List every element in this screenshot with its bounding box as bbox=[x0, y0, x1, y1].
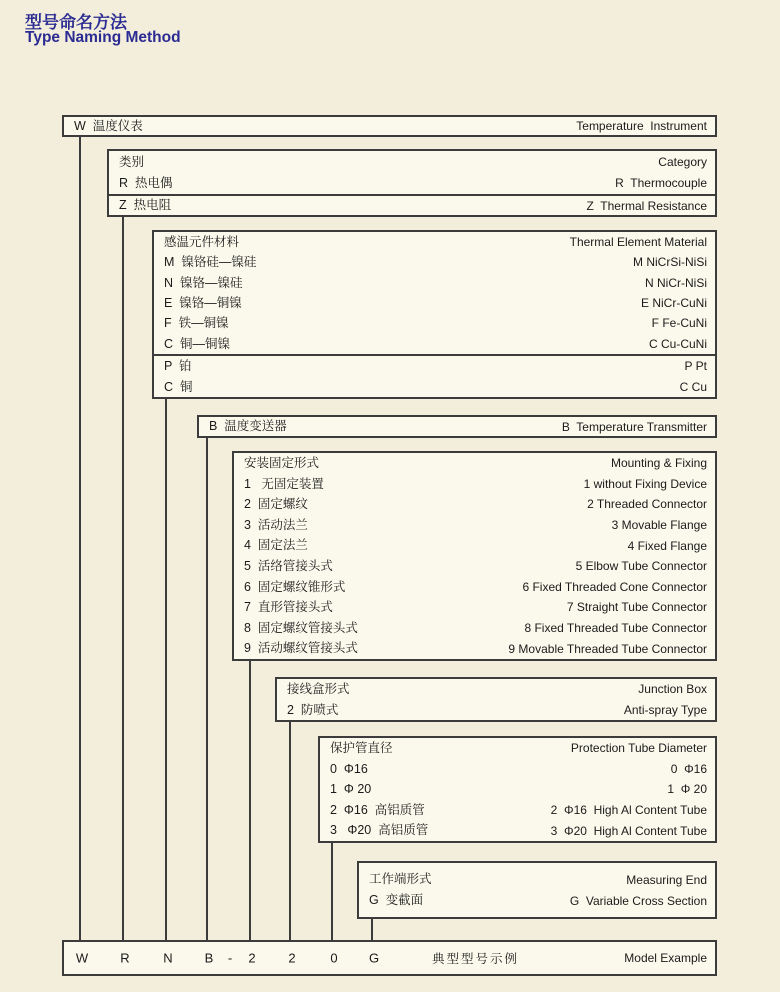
spec-en: C Cu-CuNi bbox=[648, 336, 707, 351]
spec-row bbox=[154, 313, 715, 333]
spec-en: 2 Φ16 High Al Content Tube bbox=[550, 803, 707, 818]
spec-row bbox=[234, 494, 715, 515]
spec-en: Anti-spray Type bbox=[623, 702, 707, 717]
spec-zh: 2 防喷式 bbox=[287, 702, 339, 717]
connector-line-protection-0 bbox=[331, 841, 333, 941]
spec-en: Temperature Instrument bbox=[576, 119, 707, 133]
spec-row bbox=[154, 356, 715, 377]
spec-en: Category bbox=[658, 154, 707, 169]
spec-zh: 6 固定螺纹锥形式 bbox=[244, 579, 346, 594]
box-temperature-transmitter bbox=[197, 415, 717, 438]
category-section-thermal-resistance bbox=[109, 194, 715, 215]
spec-en: E NiCr-CuNi bbox=[641, 296, 707, 311]
spec-row bbox=[109, 173, 715, 195]
spec-row bbox=[359, 890, 715, 911]
material-section-resistance-metals bbox=[154, 354, 715, 397]
box-mounting-fixing bbox=[232, 451, 717, 661]
spec-zh: C 铜—铜镍 bbox=[164, 336, 230, 351]
spec-en: Mounting & Fixing bbox=[610, 456, 707, 471]
spec-en: N NiCr-NiSi bbox=[645, 275, 707, 290]
spec-row bbox=[234, 453, 715, 474]
box-temperature-instrument bbox=[62, 115, 717, 137]
spec-en: R Thermocouple bbox=[615, 176, 707, 191]
spec-en: Protection Tube Diameter bbox=[570, 741, 707, 756]
spec-zh: N 镍铬—镍硅 bbox=[164, 275, 243, 290]
box-model-example bbox=[62, 940, 717, 976]
spec-row bbox=[64, 117, 715, 135]
spec-row bbox=[234, 474, 715, 495]
spec-zh: 工作端形式 bbox=[369, 872, 432, 887]
spec-zh: 接线盒形式 bbox=[287, 682, 350, 696]
model-code-dash: - bbox=[227, 950, 233, 966]
model-example-label-en: Model Example bbox=[624, 951, 707, 965]
page-title-en: Type Naming Method bbox=[25, 29, 181, 46]
spec-row bbox=[234, 556, 715, 577]
model-code-letter: B bbox=[204, 950, 214, 966]
spec-en: C Cu bbox=[679, 379, 707, 394]
connector-line-w bbox=[79, 135, 81, 941]
spec-row bbox=[234, 535, 715, 556]
spec-row bbox=[154, 273, 715, 293]
connector-line-measuring-g bbox=[371, 917, 373, 941]
spec-en: Thermal Element Material bbox=[569, 235, 707, 250]
spec-row bbox=[154, 293, 715, 313]
spec-row bbox=[154, 232, 715, 252]
box-category bbox=[107, 149, 717, 217]
spec-zh: P 铂 bbox=[164, 359, 192, 373]
spec-zh: C 铜 bbox=[164, 379, 193, 394]
spec-zh: 1 无固定装置 bbox=[244, 476, 324, 491]
spec-en: 0 Φ16 bbox=[670, 761, 707, 776]
spec-zh: 7 直形管接头式 bbox=[244, 600, 333, 615]
spec-en: Z Thermal Resistance bbox=[586, 198, 707, 213]
spec-en: 3 Φ20 High Al Content Tube bbox=[550, 823, 707, 838]
model-code-letter: N bbox=[163, 950, 173, 966]
spec-en: 8 Fixed Threaded Tube Connector bbox=[524, 621, 707, 636]
model-code-letter: 2 bbox=[248, 950, 256, 966]
spec-en: 3 Movable Flange bbox=[611, 518, 707, 533]
spec-zh: 3 Φ20 高铝质管 bbox=[330, 823, 429, 838]
spec-zh: 5 活络管接头式 bbox=[244, 559, 333, 574]
spec-row bbox=[109, 151, 715, 173]
box-measuring-end bbox=[357, 861, 717, 919]
spec-zh: 8 固定螺纹管接头式 bbox=[244, 620, 358, 635]
spec-en: 5 Elbow Tube Connector bbox=[575, 559, 707, 574]
box-protection-tube-diameter bbox=[318, 736, 717, 843]
model-code-letter: R bbox=[120, 950, 130, 966]
spec-row bbox=[234, 638, 715, 659]
connector-line-b bbox=[206, 436, 208, 941]
spec-row bbox=[277, 700, 715, 721]
spec-row bbox=[277, 679, 715, 700]
spec-en: 4 Fixed Flange bbox=[627, 538, 707, 553]
spec-en: F Fe-CuNi bbox=[651, 316, 707, 331]
model-code-letter: 0 bbox=[330, 950, 338, 966]
spec-row bbox=[154, 334, 715, 354]
spec-en: G Variable Cross Section bbox=[569, 893, 707, 908]
spec-zh: R 热电偶 bbox=[119, 176, 173, 190]
spec-zh: 3 活动法兰 bbox=[244, 517, 308, 532]
model-example-label-zh: 典型型号示例 bbox=[432, 952, 520, 966]
connector-line-mounting-2 bbox=[249, 659, 251, 941]
spec-zh: G 变截面 bbox=[369, 893, 424, 908]
spec-zh: Z 热电阻 bbox=[119, 198, 172, 213]
spec-row bbox=[154, 377, 715, 398]
spec-en: Measuring End bbox=[626, 872, 707, 887]
spec-en: 2 Threaded Connector bbox=[587, 497, 707, 512]
spec-en: B Temperature Transmitter bbox=[561, 419, 707, 434]
spec-row bbox=[234, 515, 715, 536]
spec-en: 9 Movable Threaded Tube Connector bbox=[508, 641, 707, 656]
spec-row bbox=[234, 577, 715, 598]
spec-zh: 1 Φ 20 bbox=[330, 782, 372, 797]
model-code-letter: 2 bbox=[288, 950, 296, 966]
spec-row bbox=[234, 618, 715, 639]
spec-row bbox=[359, 869, 715, 890]
connector-line-r bbox=[122, 215, 124, 941]
page-title-zh: 型号命名方法 bbox=[25, 13, 127, 32]
spec-row bbox=[320, 820, 715, 841]
spec-zh: F 铁—铜镍 bbox=[164, 316, 229, 331]
spec-row bbox=[199, 417, 715, 436]
model-code-letter: W bbox=[75, 950, 89, 966]
spec-zh: 2 Φ16 高铝质管 bbox=[330, 802, 425, 817]
category-section-thermocouple bbox=[109, 151, 715, 194]
spec-row bbox=[109, 196, 715, 215]
spec-zh: 4 固定法兰 bbox=[244, 538, 308, 553]
spec-zh: 保护管直径 bbox=[330, 741, 393, 756]
spec-en: M NiCrSi-NiSi bbox=[633, 255, 707, 270]
spec-en: 6 Fixed Threaded Cone Connector bbox=[522, 579, 707, 594]
spec-zh: 类别 bbox=[119, 154, 145, 169]
spec-en: P Pt bbox=[684, 359, 707, 374]
spec-zh: B 温度变送器 bbox=[209, 419, 287, 434]
connector-line-junction-2 bbox=[289, 720, 291, 941]
material-section-thermocouple-pairs bbox=[154, 232, 715, 354]
spec-row bbox=[320, 738, 715, 759]
spec-zh: 安装固定形式 bbox=[244, 456, 320, 471]
spec-zh: 9 活动螺纹管接头式 bbox=[244, 641, 358, 656]
spec-row bbox=[234, 597, 715, 618]
spec-row bbox=[320, 800, 715, 821]
box-thermal-element-material bbox=[152, 230, 717, 399]
spec-en: 7 Straight Tube Connector bbox=[566, 600, 707, 615]
spec-zh: W 温度仪表 bbox=[74, 118, 143, 133]
spec-en: 1 Φ 20 bbox=[667, 782, 707, 797]
spec-zh: M 镍铬硅—镍硅 bbox=[164, 255, 257, 270]
spec-zh: 感温元件材料 bbox=[164, 234, 240, 249]
spec-zh: 0 Φ16 bbox=[330, 761, 368, 776]
model-code-letter: G bbox=[368, 950, 380, 966]
connector-line-n bbox=[165, 397, 167, 941]
spec-row bbox=[320, 759, 715, 780]
spec-en: 1 without Fixing Device bbox=[583, 476, 707, 491]
spec-zh: E 镍铬—铜镍 bbox=[164, 295, 242, 310]
spec-zh: 2 固定螺纹 bbox=[244, 497, 308, 512]
box-junction-box bbox=[275, 677, 717, 722]
spec-row bbox=[154, 252, 715, 272]
spec-row bbox=[320, 779, 715, 800]
spec-en: Junction Box bbox=[638, 682, 707, 697]
